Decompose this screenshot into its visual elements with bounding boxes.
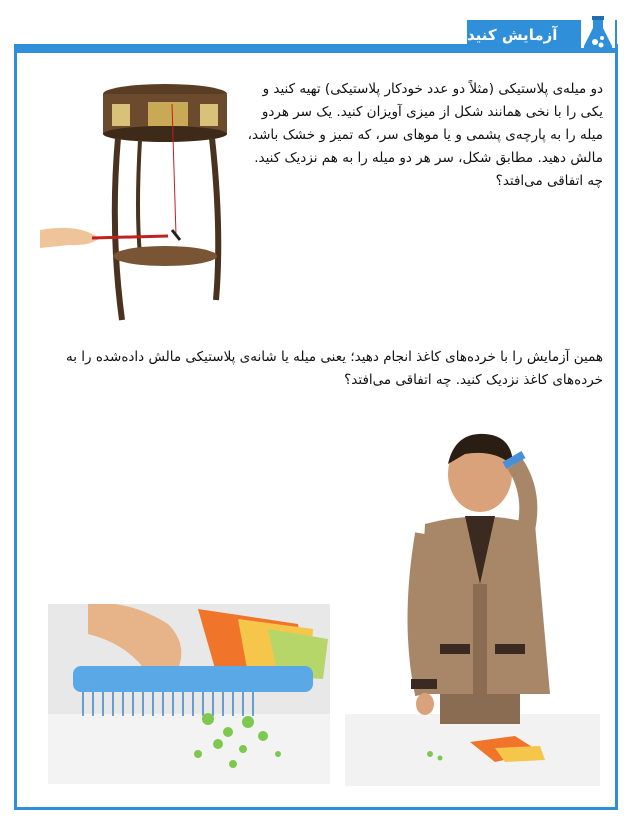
section-title: آزمایش کنید (467, 20, 617, 50)
instruction-paragraph-1: دو میله‌ی پلاستیکی (مثلاً دو عدد خودکار پلاستیکی) تهیه کنید و یکی را با نخی همانند شکل از میزی آویزان کنید. یک سر هردو میله را به پارچه‌ی پشمی و یا موهای سر، که تمیز و خشک باشد، مالش دهید. مطابق شکل، سر هر دو میله را به هم نزدیک کنید. چه اتفاقی می‌افتد؟ (247, 81, 603, 189)
instruction-paragraph-2: همین آزمایش را با خرده‌های کاغذ انجام دهید؛ یعنی میله یا شانه‌ی پلاستیکی مالش داده‌شده را به خرده‌های کاغذ نزدیک کنید. چه اتفاقی می‌افتد؟ (66, 349, 603, 388)
flask-icon (581, 14, 615, 52)
figure-table-hanging-rod (40, 80, 240, 330)
figure-boy-with-comb (345, 424, 600, 786)
figure-comb-paper (48, 604, 330, 784)
